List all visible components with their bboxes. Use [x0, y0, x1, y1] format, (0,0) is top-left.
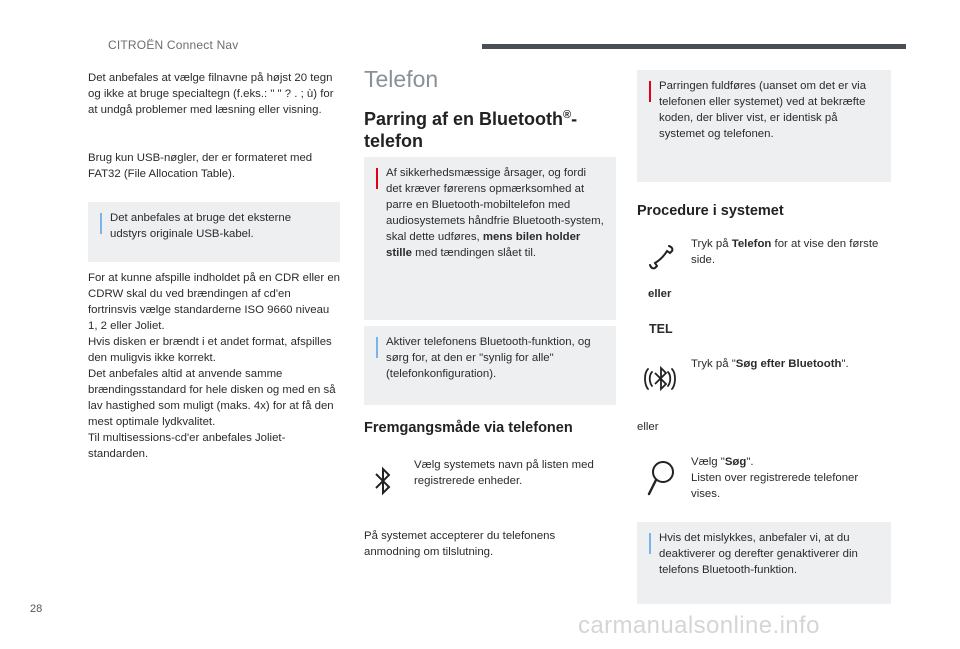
tel-button-label: TEL	[649, 322, 673, 336]
handset-icon	[646, 242, 676, 272]
bluetooth-search-icon	[639, 360, 683, 400]
subheading-bluetooth-pairing	[364, 104, 614, 152]
step1-text-a: Tryk på	[691, 238, 732, 250]
warning-icon	[376, 168, 378, 189]
step2-text-bold: Søg efter Bluetooth	[735, 358, 842, 370]
step1-text-bold: Telefon	[731, 238, 772, 250]
subheading-text: Parring af en Bluetooth	[364, 109, 564, 129]
step3-text-a: Vælg "	[691, 456, 725, 468]
or-label: eller	[648, 288, 672, 300]
subheading-line2: telefon	[364, 131, 424, 151]
cd-speed-text: Det anbefales altid at anvende samme brændingsstandard for hele disken og med en så lav hastighed som muligt (maks. 4x) for at få den mest optimale lydkvalitet.	[88, 368, 336, 428]
section-heading-telefon: Telefon	[364, 66, 439, 92]
note-reactivate-bluetooth	[637, 522, 891, 604]
filename-advice: Det anbefales at vælge filnavne på højst 20 tegn og ikke at bruge specialtegn (f.eks.: " " ? . ; ù) for at undgå problemer med læsning eller visning.	[88, 72, 334, 116]
step3-line2: Listen over registrerede telefoner vises.	[691, 472, 859, 500]
warning-text-a: Af sikkerhedsmæssige årsager, og fordi det kræver førerens opmærksomhed at parre en Bluetooth-mobiltelefon med audiosystemets håndfrie Bluetooth-system, skal dette udføres,	[386, 167, 604, 243]
subheading-hyphen: -	[571, 109, 578, 129]
warning-safety	[364, 157, 616, 320]
magnifier-icon	[645, 458, 679, 498]
info-icon	[649, 533, 651, 554]
warning-icon	[649, 81, 651, 102]
info-icon	[376, 337, 378, 358]
select-system-name-text: Vælg systemets navn på listen med registrerede enheder.	[414, 459, 594, 487]
step-search-bluetooth	[691, 356, 881, 372]
bluetooth-icon	[371, 465, 395, 497]
warning-text-bold: mens bilen holder stille	[386, 231, 581, 259]
watermark: carmanualsonline.info	[578, 612, 820, 639]
manual-title: CITROËN Connect Nav	[108, 38, 239, 52]
cd-multisession-text: Til multisessions-cd'er anbefales Joliet-standarden.	[88, 432, 286, 460]
or-label: eller	[637, 421, 659, 433]
step-press-telefon	[691, 236, 881, 268]
header-bar	[482, 44, 906, 49]
page-number: 28	[30, 603, 43, 615]
usb-format-advice: Brug kun USB-nøgler, der er formateret med FAT32 (File Allocation Table).	[88, 152, 313, 180]
accept-connection-text: På systemet accepterer du telefonens anmodning om tilslutning.	[364, 530, 556, 558]
cd-standard-text: For at kunne afspille indholdet på en CDR eller en CDRW skal du ved brændingen af cd'en fortrinsvis vælge standarderne ISO 9660 niveau 1, 2 eller Joliet.	[88, 272, 341, 332]
cd-format-text: Hvis disken er brændt i et andet format, afspilles den muligvis ikke korrekt.	[88, 336, 332, 364]
step1-text-b: for at vise den første side.	[691, 238, 879, 266]
step3-text-bold: Søg	[724, 456, 747, 468]
warning-text: Parringen fuldføres (uanset om det er via telefonen eller systemet) ved at bekræfte koden, der bliver vist, er identisk på systemet og telefonen.	[659, 80, 867, 140]
step-select-search	[691, 454, 881, 502]
note-usb-cable	[88, 202, 340, 262]
note-text: Det anbefales at bruge det eksterne udstyrs originale USB-kabel.	[110, 212, 292, 240]
heading-via-phone: Fremgangsmåde via telefonen	[364, 420, 573, 436]
step2-text-b: ".	[841, 358, 849, 370]
step3-text-b: ".	[746, 456, 754, 468]
note-text: Hvis det mislykkes, anbefaler vi, at du deaktiverer og derefter genaktiverer din telefons Bluetooth-funktion.	[659, 532, 858, 576]
note-phone-visibility	[364, 326, 616, 405]
warning-text-b: med tændingen slået til.	[411, 247, 537, 259]
warning-pairing-code	[637, 70, 891, 182]
step2-text-a: Tryk på "	[691, 358, 736, 370]
info-icon	[100, 213, 102, 234]
registered-mark: ®	[563, 109, 572, 121]
step3-line1	[691, 454, 881, 470]
heading-system-procedure: Procedure i systemet	[637, 203, 784, 219]
cd-advice	[88, 270, 340, 462]
note-text: Aktiver telefonens Bluetooth-funktion, og sørg for, at den er "synlig for alle" (telefonkonfiguration).	[386, 336, 591, 380]
warning-text	[386, 165, 604, 261]
